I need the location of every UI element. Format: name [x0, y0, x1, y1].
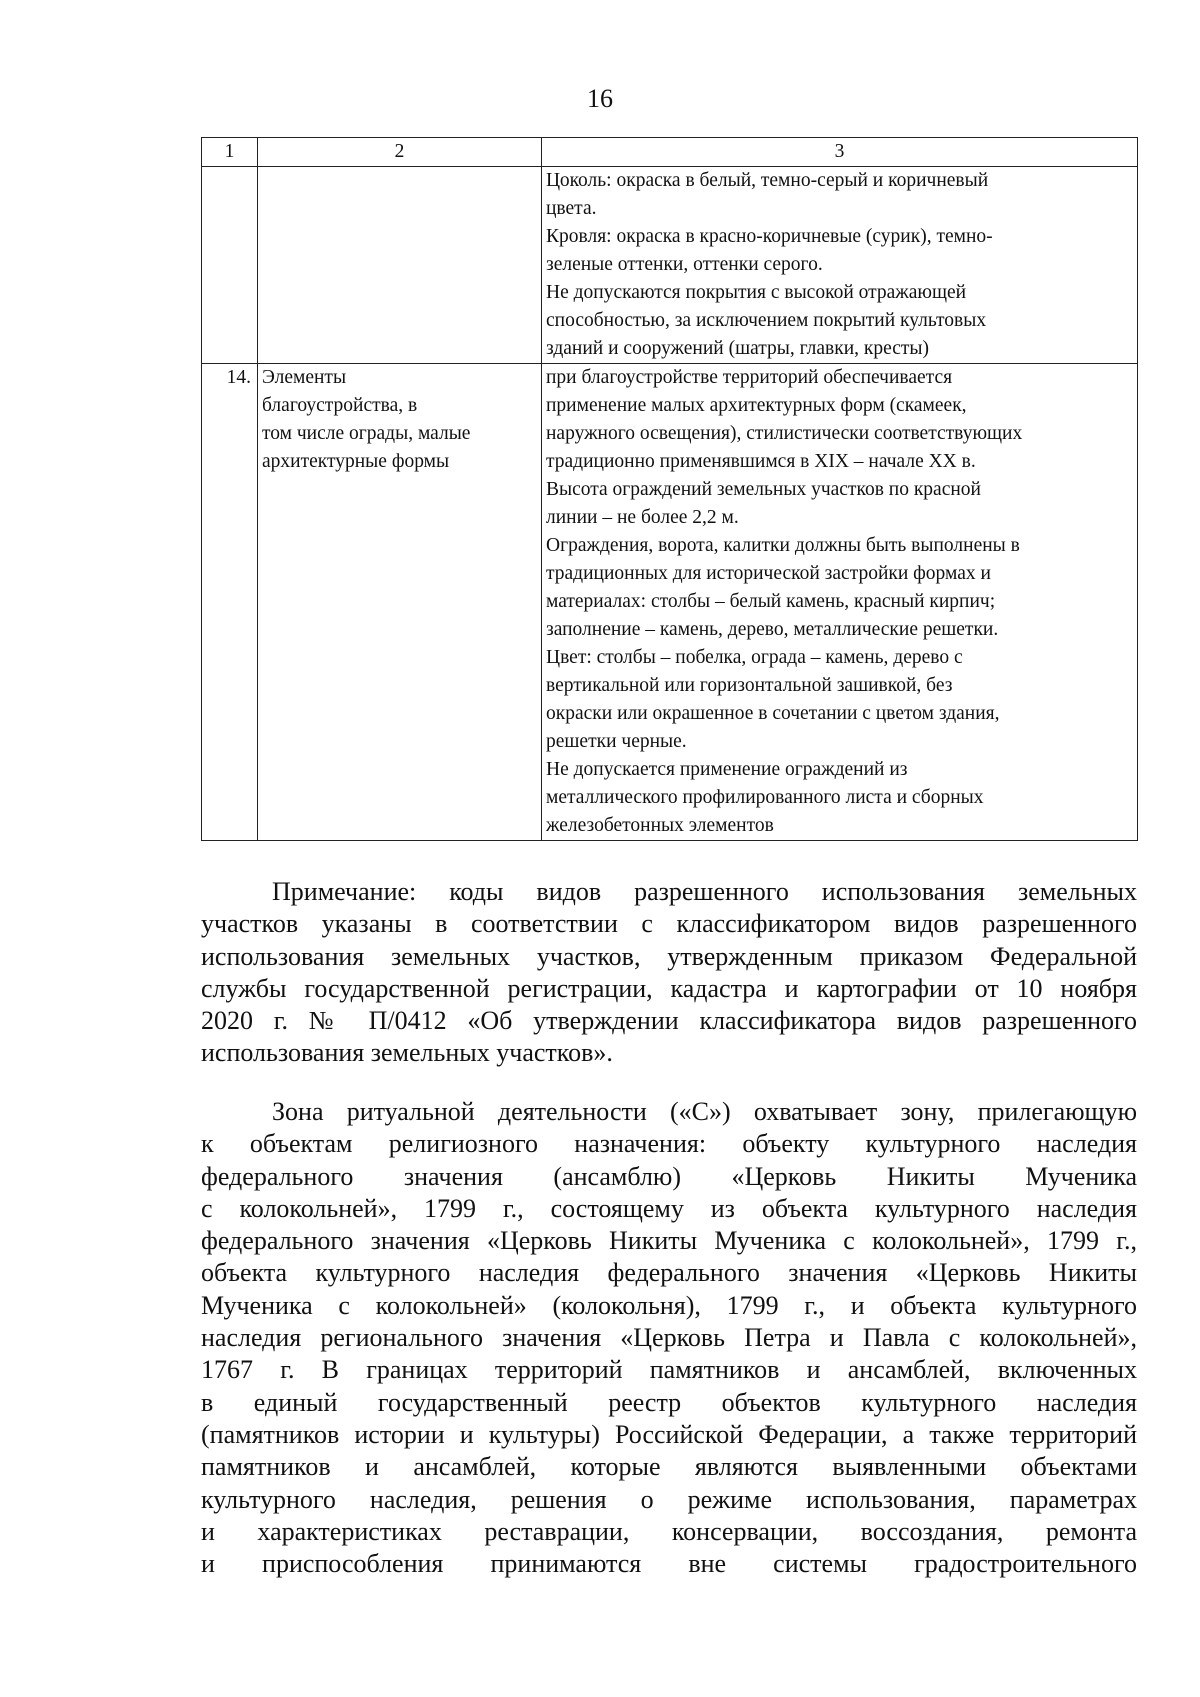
paragraph-line: культурного наследия, решения о режиме использования, параметрах	[201, 1484, 1137, 1514]
table-header-row	[202, 138, 1138, 167]
cell-line: Не допускаются покрытия с высокой отражающей	[546, 282, 967, 303]
cell-line: Высота ограждений земельных участков по красной	[546, 479, 981, 500]
cell-line: наружного освещения), стилистически соответствующих	[546, 423, 1023, 444]
cell-line: цвета.	[546, 198, 597, 219]
paragraph-line: службы государственной регистрации, кадастра и картографии от 10 ноября	[201, 973, 1137, 1003]
paragraph-line: Зона ритуальной деятельности («С») охватывает зону, прилегающую	[272, 1097, 1137, 1126]
paragraph-line: и приспособления принимаются вне системы градостроительного	[201, 1549, 1137, 1579]
cell-line: металлического профилированного листа и сборных	[546, 787, 984, 808]
page-number: 16	[587, 84, 613, 113]
paragraph-line: Примечание: коды видов разрешенного использования земельных	[272, 877, 1137, 906]
cell-line: традиционных для исторической застройки формах и	[546, 563, 991, 584]
cell-line: применение малых архитектурных форм (скамеек,	[546, 395, 967, 416]
table-row	[202, 167, 1138, 364]
cell-line: вертикальной или горизонтальной зашивкой, без	[546, 675, 953, 696]
cell-line: при благоустройстве территорий обеспечивается	[546, 367, 953, 388]
cell-line: архитектурные формы	[262, 451, 450, 472]
cell-line: Элементы	[262, 367, 347, 388]
paragraph-line: объекта культурного наследия федерального значения «Церковь Никиты	[201, 1258, 1137, 1288]
requirements-cell	[542, 167, 1138, 364]
header-col-2: 2	[258, 138, 542, 167]
note-paragraph	[201, 876, 1137, 1070]
header-col-1: 1	[202, 138, 258, 167]
cell-line: традиционно применявшимся в XIX – начале XX в.	[546, 451, 976, 472]
cell-line: железобетонных элементов	[546, 815, 774, 836]
paragraph-line: (памятников истории и культуры) Российской Федерации, а также территорий	[201, 1419, 1137, 1449]
table-row	[202, 364, 1138, 841]
cell-line: материалах: столбы – белый камень, красный кирпич;	[546, 591, 996, 612]
paragraph-line: федерального значения «Церковь Никиты Мученика с колокольней», 1799 г.,	[201, 1226, 1137, 1256]
paragraph-line: использования земельных участков».	[201, 1038, 613, 1068]
element-cell	[258, 364, 542, 841]
cell-line: Цвет: столбы – побелка, ограда – камень, дерево с	[546, 647, 963, 668]
paragraph-line: и характеристиках реставрации, консервации, воссоздания, ремонта	[201, 1516, 1137, 1546]
cell-line: Кровля: окраска в красно-коричневые (сурик), темно-	[546, 226, 993, 247]
cell-line: линии – не более 2,2 м.	[546, 507, 739, 528]
cell-line: заполнение – камень, дерево, металлические решетки.	[546, 619, 999, 640]
paragraph-line: наследия регионального значения «Церковь Петра и Павла с колокольней»,	[201, 1323, 1137, 1353]
cell-line: Ограждения, ворота, калитки должны быть выполнены в	[546, 535, 1020, 556]
paragraph-line: 1767 г. В границах территорий памятников и ансамблей, включенных	[201, 1355, 1137, 1385]
cell-line: решетки черные.	[546, 731, 687, 752]
cell-line: том числе ограды, малые	[262, 423, 471, 444]
requirements-cell	[542, 364, 1138, 841]
paragraph-line: Мученика с колокольней» (колокольня), 1799 г., и объекта культурного	[201, 1290, 1137, 1320]
cell-line: окраски или окрашенное в сочетании с цветом здания,	[546, 703, 1000, 724]
cell-line: Не допускается применение ограждений из	[546, 759, 908, 780]
requirements-table	[201, 137, 1138, 841]
row-number: 14.	[202, 364, 258, 841]
cell-line: зеленые оттенки, оттенки серого.	[546, 254, 823, 275]
zone-paragraph	[201, 1096, 1137, 1580]
cell-line: Цоколь: окраска в белый, темно-серый и коричневый	[546, 170, 989, 191]
paragraph-line: участков указаны в соответствии с классификатором видов разрешенного	[201, 909, 1137, 939]
paragraph-line: с колокольней», 1799 г., состоящему из объекта культурного наследия	[201, 1193, 1137, 1223]
row-number	[202, 167, 258, 364]
paragraph-line: к объектам религиозного назначения: объекту культурного наследия	[201, 1129, 1137, 1159]
paragraph-line: федерального значения (ансамблю) «Церковь Никиты Мученика	[201, 1161, 1137, 1191]
element-cell	[258, 167, 542, 364]
paragraph-line: 2020 г. № П/0412 «Об утверждении классификатора видов разрешенного	[201, 1006, 1137, 1036]
paragraph-line: в единый государственный реестр объектов культурного наследия	[201, 1387, 1137, 1417]
paragraph-line: использования земельных участков, утвержденным приказом Федеральной	[201, 941, 1137, 971]
cell-line: способностью, за исключением покрытий культовых	[546, 310, 987, 331]
cell-line: зданий и сооружений (шатры, главки, кресты)	[546, 338, 930, 359]
cell-line: благоустройства, в	[262, 395, 418, 416]
paragraph-line: памятников и ансамблей, которые являются выявленными объектами	[201, 1452, 1137, 1482]
header-col-3: 3	[542, 138, 1138, 167]
